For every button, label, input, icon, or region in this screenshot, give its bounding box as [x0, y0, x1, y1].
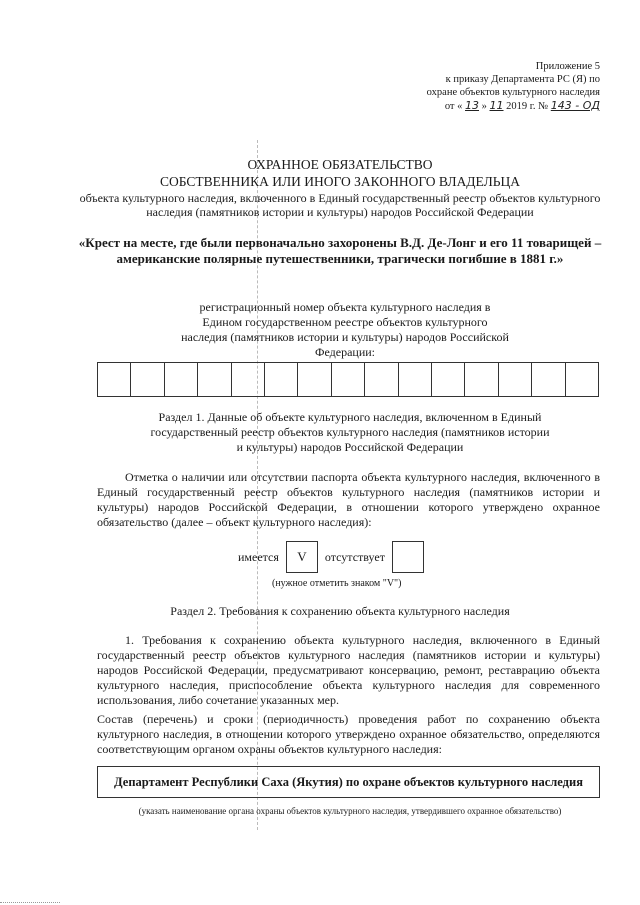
registration-label: регистрационный номер объекта культурного наследия в Едином государственном реестре объектов культурного наследия (памятников истории и культуры) народов Российской Федерации:	[181, 300, 509, 359]
object-name: «Крест на месте, где были первоначально захоронены В.Д. Де-Лонг и его 11 товарищей – американские полярные путешественники, трагически погибшие в 1881 г.»	[78, 235, 602, 266]
appendix-line-2: к приказу Департамента РС (Я) по	[445, 74, 600, 85]
no-passport-checkbox[interactable]	[392, 541, 424, 573]
passport-mark-row	[238, 542, 431, 572]
reg-number-cell[interactable]	[298, 363, 331, 396]
authority-note: (указать наименование органа охраны объектов культурного наследия, утвердившего охранное обязательство)	[138, 806, 562, 816]
reg-number-cell[interactable]	[532, 363, 565, 396]
order-date-line	[400, 99, 600, 113]
reg-number-cell[interactable]	[499, 363, 532, 396]
date-prefix: от «	[444, 101, 463, 112]
has-passport-label: имеется	[238, 549, 279, 564]
appendix-line-1: Приложение 5	[535, 61, 600, 72]
authority-name-box: Департамент Республики Саха (Якутия) по охране объектов культурного наследия	[97, 766, 600, 798]
registration-number-boxes	[97, 362, 599, 397]
reg-number-cell[interactable]	[198, 363, 231, 396]
reg-number-cell[interactable]	[365, 363, 398, 396]
checkmark-note: (нужное отметить знаком "V")	[272, 578, 402, 589]
order-year: 2019 г. №	[506, 101, 549, 112]
document-subtitle-2: объекта культурного наследия, включенного в Единый государственный реестр объектов культурного наследия (памятников истории и культуры) народов Российской Федерации	[79, 191, 601, 219]
reg-number-cell[interactable]	[131, 363, 164, 396]
reg-number-cell[interactable]	[566, 363, 598, 396]
order-day: 13	[465, 99, 480, 112]
requirements-item-2: Состав (перечень) и сроки (периодичность) проведения работ по сохранению объекта культурного наследия, в отношении которого утверждено охранное обязательство, определяются соответствующим органом охраны объектов культурного наследия:	[97, 712, 600, 756]
has-passport-checkbox[interactable]: V	[286, 541, 318, 573]
scan-edge-mark	[0, 902, 60, 903]
document-title: ОХРАННОЕ ОБЯЗАТЕЛЬСТВО	[247, 157, 433, 172]
date-mid: »	[481, 101, 487, 112]
reg-number-cell[interactable]	[432, 363, 465, 396]
reg-number-cell[interactable]	[399, 363, 432, 396]
reg-number-cell[interactable]	[232, 363, 265, 396]
section-1-title: Раздел 1. Данные об объекте культурного наследия, включенном в Единый государственный реестр объектов культурного наследия (памятников истории и культуры) народов Российской Федерации	[150, 410, 550, 454]
reg-number-cell[interactable]	[98, 363, 131, 396]
appendix-line-3: охране объектов культурного наследия	[426, 87, 600, 98]
requirements-item-1: 1. Требования к сохранению объекта культурного наследия, включенного в Единый государственный реестр объектов культурного наследия (памятников истории и культуры) народов Российской Федерации, предусматривают консервацию, ремонт, реставрацию объекта культурного наследия, приспособление объекта культурного наследия для современного использования, либо сочетание указанных мер.	[97, 633, 600, 707]
reg-number-cell[interactable]	[465, 363, 498, 396]
reg-number-cell[interactable]	[165, 363, 198, 396]
document-subtitle: СОБСТВЕННИКА ИЛИ ИНОГО ЗАКОННОГО ВЛАДЕЛЬЦА	[159, 174, 520, 189]
order-month: 11	[489, 99, 504, 112]
reg-number-cell[interactable]	[332, 363, 365, 396]
section-2-title: Раздел 2. Требования к сохранению объекта культурного наследия	[170, 604, 510, 618]
no-passport-label: отсутствует	[324, 549, 385, 564]
appendix-header	[400, 60, 600, 113]
passport-paragraph: Отметка о наличии или отсутствии паспорта объекта культурного наследия, включенного в Единый государственный реестр объектов культурного наследия (памятников истории и культуры) народов Российской Федерации, в отношении которого утверждено охранное обязательство (далее – объект культурного наследия):	[97, 470, 600, 529]
order-number: 143 - ОД	[550, 99, 600, 112]
reg-number-cell[interactable]	[265, 363, 298, 396]
